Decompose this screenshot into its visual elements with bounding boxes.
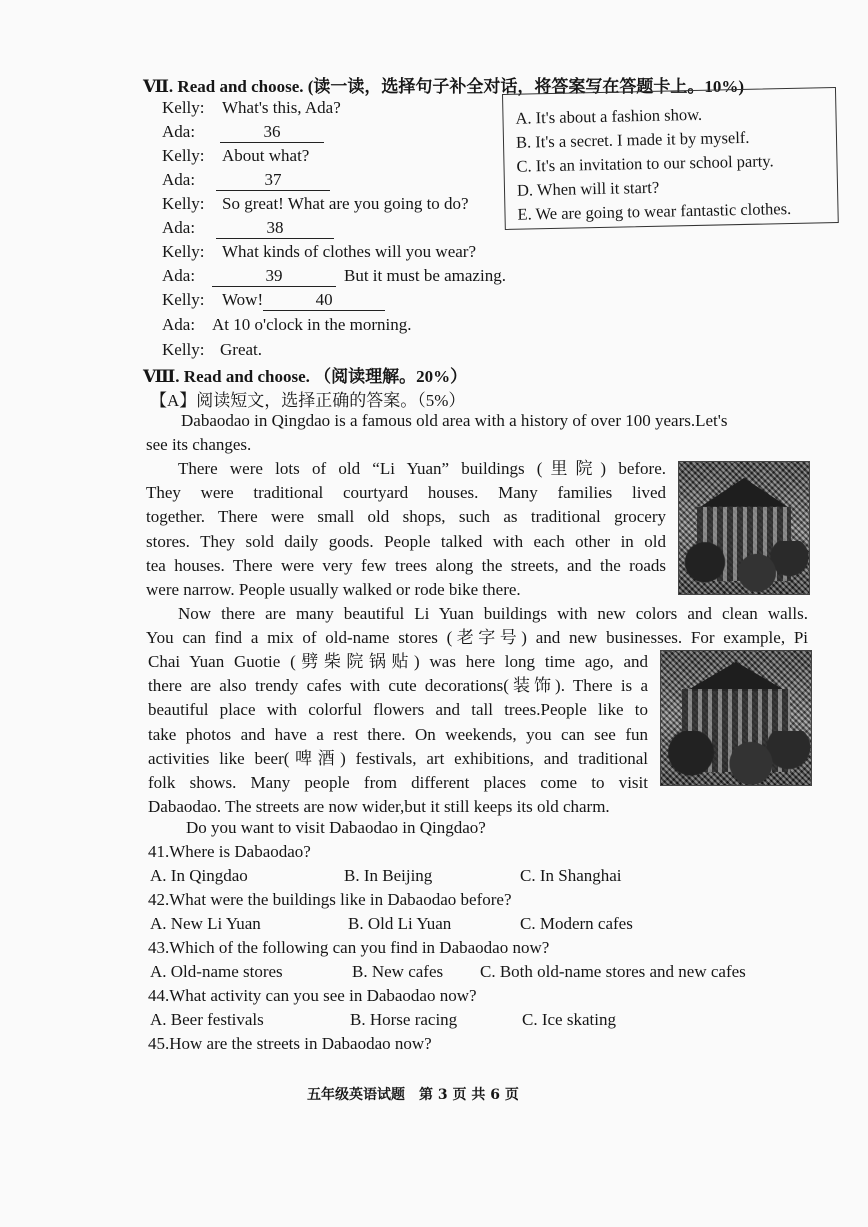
text-line: activities like beer(啤酒) festivals, art exhibitions, and traditional (148, 748, 648, 768)
answer-blank-37[interactable]: 37 (216, 170, 330, 191)
dialogue-line (162, 242, 476, 262)
text-line: Dabaodao in Qingdao is a famous old area with a history of over 100 years.Let's (181, 411, 728, 430)
choice[interactable]: C. Ice skating (522, 1010, 616, 1029)
speaker: Kelly: (162, 194, 205, 213)
text-line: They were traditional courtyard houses. Many families lived (146, 483, 666, 503)
question-45: 45.How are the streets in Dabaodao now? (148, 1034, 432, 1053)
text-line: were narrow. People usually walked or rode bike there. (146, 580, 521, 600)
dialogue-line (162, 218, 334, 239)
speaker: Kelly: (162, 290, 205, 309)
paragraph-2 (146, 457, 666, 602)
choice[interactable]: B. In Beijing (344, 866, 433, 885)
closing-question: Do you want to visit Dabaodao in Qingdao? (186, 818, 486, 837)
question-41: 41.Where is Dabaodao? (148, 842, 311, 861)
dialogue-line (162, 290, 385, 311)
option-a: A. It's about a fashion show. (515, 104, 703, 128)
text-line: There were lots of old “Li Yuan” buildings (里院) before. (178, 459, 666, 478)
text-line: tea houses. There were very few trees along the streets, and the roads (146, 555, 666, 575)
dialogue-text: What's this, Ada? (222, 98, 341, 117)
dialogue-line (162, 315, 411, 335)
dialogue-text: Wow! (222, 290, 264, 309)
speaker: Ada: (162, 170, 196, 189)
dialogue-line (162, 194, 469, 214)
option-c: C. It's an invitation to our school party. (516, 151, 774, 176)
speaker: Ada: (162, 218, 196, 237)
dialogue-line (162, 170, 330, 191)
text-line: Chai Yuan Guotie (劈柴院锅贴) was here long time ago, and (148, 652, 648, 671)
dialogue-text: At 10 o'clock in the morning. (212, 315, 412, 334)
dialogue-line (162, 340, 262, 360)
section-8-title: Ⅷ. Read and choose. （阅读理解。20%） (143, 367, 468, 386)
dialogue-text: About what? (222, 146, 310, 165)
choice[interactable]: B. Horse racing (350, 1010, 458, 1029)
answer-blank-38[interactable]: 38 (216, 218, 334, 239)
text-line: there are also trendy cafes with cute decorations(装饰). There is a (148, 676, 648, 696)
part-a-instruction: 【A】阅读短文，选择正确的答案。（5%） (150, 391, 466, 410)
dialogue-text: But it must be amazing. (344, 266, 506, 285)
dialogue-line (162, 266, 506, 287)
dialogue-line (162, 122, 324, 143)
options-box (502, 87, 839, 230)
choice[interactable]: B. New cafes (352, 962, 444, 981)
speaker: Kelly: (162, 98, 205, 117)
speaker: Kelly: (162, 146, 205, 165)
text-line: You can find a mix of old-name stores (老字号) and new businesses. For example, Pi (146, 628, 808, 648)
speaker: Ada: (162, 266, 196, 285)
text-line: beautiful place with colorful flowers and tall trees.People like to (148, 700, 648, 720)
speaker: Kelly: (162, 340, 205, 359)
option-d: D. When will it start? (516, 177, 660, 200)
text-line: Dabaodao. The streets are now wider,but it still keeps its old charm. (148, 797, 610, 817)
text-line: take photos and have a rest there. On weekends, you can see fun (148, 724, 648, 744)
dialogue-line (162, 98, 341, 118)
choice[interactable]: C. Both old-name stores and new cafes (480, 962, 746, 981)
paragraph-3-wrap (148, 650, 648, 819)
choice[interactable]: B. Old Li Yuan (348, 914, 452, 933)
old-li-yuan-photo (678, 461, 810, 595)
new-li-yuan-photo (660, 650, 812, 786)
question-42: 42.What were the buildings like in Dabaodao before? (148, 890, 512, 909)
text-line: Now there are many beautiful Li Yuan buildings with new colors and clean walls. (178, 604, 808, 623)
option-e: E. We are going to wear fantastic clothes. (517, 198, 792, 224)
text-line: stores. They sold daily goods. People talked with each other in old (146, 531, 666, 551)
answer-blank-39[interactable]: 39 (212, 266, 336, 287)
choice[interactable]: A. New Li Yuan (150, 914, 261, 933)
question-43: 43.Which of the following can you find in Dabaodao now? (148, 938, 550, 957)
dialogue-text: So great! What are you going to do? (222, 194, 469, 213)
choice[interactable]: A. Beer festivals (150, 1010, 264, 1029)
text-line: together. There were small old shops, such as traditional grocery (146, 507, 666, 527)
page-footer: 五年级英语试题 第 3 页 共 6 页 (307, 1087, 519, 1103)
text-line: folk shows. Many people from different places come to visit (148, 773, 648, 793)
paragraph-3 (146, 602, 808, 650)
speaker: Ada: (162, 315, 196, 334)
choice[interactable]: A. Old-name stores (150, 962, 283, 981)
question-44: 44.What activity can you see in Dabaodao now? (148, 986, 477, 1005)
section-7-title: Ⅶ. Read and choose. (读一读，选择句子补全对话，将答案写在答题卡上。10%) (143, 77, 745, 96)
dialogue-line (162, 146, 309, 166)
speaker: Kelly: (162, 242, 205, 261)
choice[interactable]: C. In Shanghai (520, 866, 622, 885)
text-line: see its changes. (146, 435, 252, 455)
choice[interactable]: C. Modern cafes (520, 914, 633, 933)
speaker: Ada: (162, 122, 196, 141)
paragraph-1 (146, 409, 811, 457)
choice[interactable]: A. In Qingdao (150, 866, 248, 885)
option-b: B. It's a secret. I made it by myself. (515, 127, 750, 152)
answer-blank-40[interactable]: 40 (263, 290, 385, 311)
answer-blank-36[interactable]: 36 (220, 122, 324, 143)
dialogue-text: What kinds of clothes will you wear? (222, 242, 476, 261)
dialogue-text: Great. (220, 340, 263, 359)
